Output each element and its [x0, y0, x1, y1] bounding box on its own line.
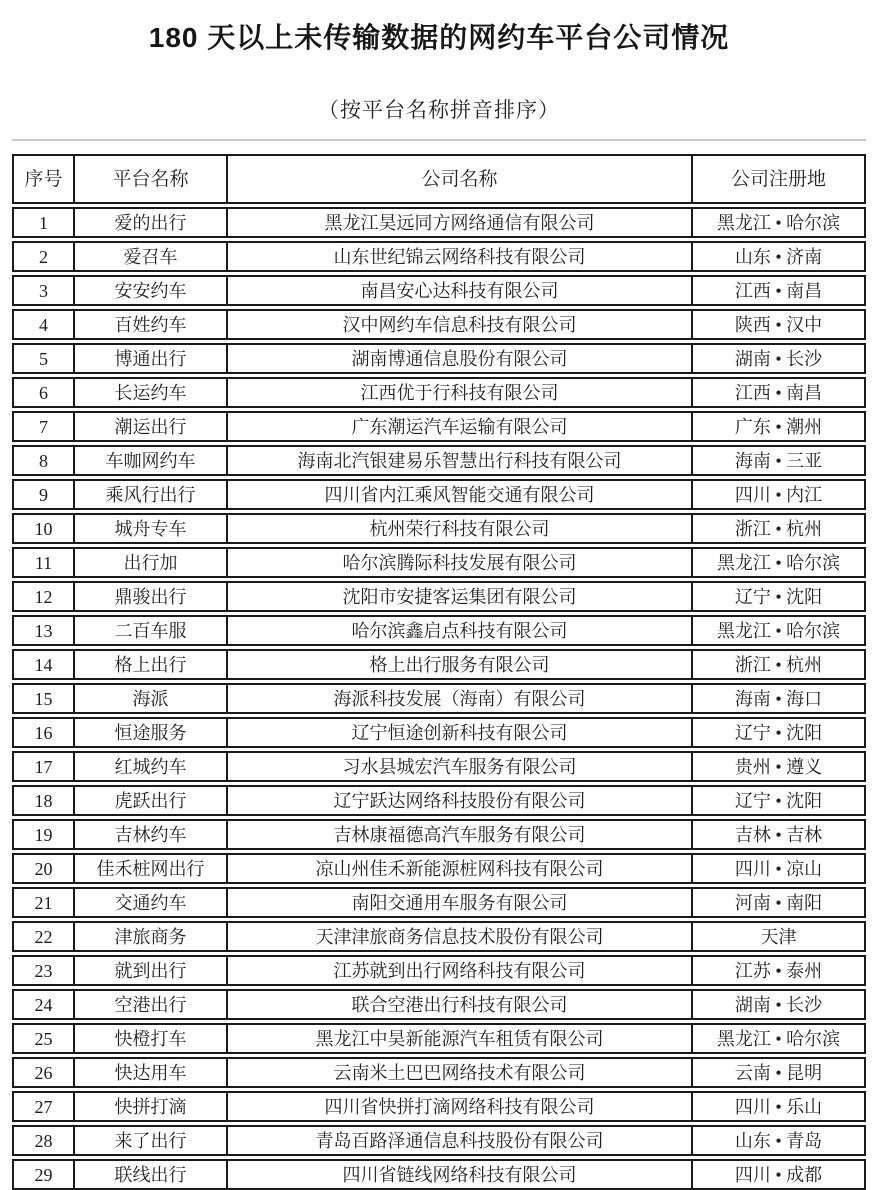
table-row	[12, 1159, 866, 1190]
table-row	[12, 955, 866, 986]
cell-registration-location: 辽宁 • 沈阳	[734, 790, 823, 811]
cell-platform-name: 爱召车	[75, 243, 228, 270]
table-row	[12, 445, 866, 476]
cell-registration-location: 江西 • 南昌	[734, 382, 823, 403]
cell-company-name: 辽宁跃达网络科技股份有限公司	[228, 787, 693, 814]
table-row	[12, 921, 866, 952]
cell-registration-location: 广东 • 潮州	[734, 416, 823, 437]
cell-index: 16	[14, 719, 75, 746]
cell-registration-location: 四川 • 凉山	[734, 858, 823, 879]
cell-company-name: 杭州荣行科技有限公司	[228, 515, 693, 542]
table-row	[12, 513, 866, 544]
cell-registration-location: 天津	[760, 926, 797, 947]
table-header-row	[12, 154, 866, 204]
cell-registration-location: 云南 • 昆明	[734, 1062, 823, 1083]
table-row	[12, 343, 866, 374]
cell-platform-name: 吉林约车	[75, 821, 228, 848]
cell-platform-name: 百姓约车	[75, 311, 228, 338]
cell-index: 15	[14, 685, 75, 712]
cell-index: 6	[14, 379, 75, 406]
cell-index: 2	[14, 243, 75, 270]
cell-index: 9	[14, 481, 75, 508]
cell-company-name: 江西优于行科技有限公司	[228, 379, 693, 406]
cell-company-name: 凉山州佳禾新能源桩网科技有限公司	[228, 855, 693, 882]
platform-companies-table	[12, 154, 866, 1190]
cell-platform-name: 鼎骏出行	[75, 583, 228, 610]
table-row	[12, 207, 866, 238]
cell-index: 23	[14, 957, 75, 984]
cell-platform-name: 空港出行	[75, 991, 228, 1018]
cell-platform-name: 快拼打滴	[75, 1093, 228, 1120]
cell-company-name: 格上出行服务有限公司	[228, 651, 693, 678]
table-row	[12, 547, 866, 578]
cell-registration-location: 黑龙江 • 哈尔滨	[716, 1028, 841, 1049]
cell-index: 18	[14, 787, 75, 814]
cell-registration-location: 黑龙江 • 哈尔滨	[716, 620, 841, 641]
cell-index: 7	[14, 413, 75, 440]
cell-company-name: 辽宁恒途创新科技有限公司	[228, 719, 693, 746]
table-row	[12, 1091, 866, 1122]
table-row	[12, 649, 866, 680]
cell-index: 25	[14, 1025, 75, 1052]
table-row	[12, 785, 866, 816]
cell-registration-location: 四川 • 成都	[734, 1164, 823, 1185]
cell-platform-name: 二百车服	[75, 617, 228, 644]
cell-platform-name: 博通出行	[75, 345, 228, 372]
cell-registration-location: 辽宁 • 沈阳	[734, 586, 823, 607]
cell-company-name: 黑龙江中昊新能源汽车租赁有限公司	[228, 1025, 693, 1052]
cell-index: 29	[14, 1161, 75, 1188]
table-body	[12, 207, 866, 1190]
cell-registration-location: 河南 • 南阳	[734, 892, 823, 913]
cell-company-name: 江苏就到出行网络科技有限公司	[228, 957, 693, 984]
table-row	[12, 615, 866, 646]
cell-company-name: 习水县城宏汽车服务有限公司	[228, 753, 693, 780]
cell-registration-location: 江西 • 南昌	[734, 280, 823, 301]
cell-company-name: 联合空港出行科技有限公司	[228, 991, 693, 1018]
table-row	[12, 377, 866, 408]
table-row	[12, 1125, 866, 1156]
cell-company-name: 四川省快拼打滴网络科技有限公司	[228, 1093, 693, 1120]
cell-platform-name: 来了出行	[75, 1127, 228, 1154]
table-row	[12, 853, 866, 884]
cell-index: 12	[14, 583, 75, 610]
table-row	[12, 479, 866, 510]
cell-index: 11	[14, 549, 75, 576]
cell-index: 3	[14, 277, 75, 304]
cell-registration-location: 山东 • 济南	[734, 246, 823, 267]
cell-platform-name: 快橙打车	[75, 1025, 228, 1052]
cell-platform-name: 联线出行	[75, 1161, 228, 1188]
cell-index: 26	[14, 1059, 75, 1086]
table-row	[12, 1023, 866, 1054]
cell-registration-location: 江苏 • 泰州	[734, 960, 823, 981]
cell-platform-name: 潮运出行	[75, 413, 228, 440]
cell-company-name: 青岛百路泽通信息科技股份有限公司	[228, 1127, 693, 1154]
cell-registration-location: 湖南 • 长沙	[734, 348, 823, 369]
cell-company-name: 四川省内江乘风智能交通有限公司	[228, 481, 693, 508]
table-row	[12, 887, 866, 918]
cell-index: 13	[14, 617, 75, 644]
cell-index: 1	[14, 209, 75, 236]
cell-registration-location: 山东 • 青岛	[734, 1130, 823, 1151]
cell-platform-name: 长运约车	[75, 379, 228, 406]
cell-index: 21	[14, 889, 75, 916]
cell-platform-name: 红城约车	[75, 753, 228, 780]
cell-company-name: 山东世纪锦云网络科技有限公司	[228, 243, 693, 270]
table-row	[12, 1057, 866, 1088]
table-row	[12, 411, 866, 442]
cell-platform-name: 海派	[75, 685, 228, 712]
cell-platform-name: 城舟专车	[75, 515, 228, 542]
cell-registration-location: 海南 • 海口	[734, 688, 823, 709]
table-row	[12, 751, 866, 782]
cell-platform-name: 津旅商务	[75, 923, 228, 950]
cell-registration-location: 浙江 • 杭州	[734, 654, 823, 675]
cell-index: 24	[14, 991, 75, 1018]
cell-company-name: 南阳交通用车服务有限公司	[228, 889, 693, 916]
cell-index: 10	[14, 515, 75, 542]
cell-company-name: 海派科技发展（海南）有限公司	[228, 685, 693, 712]
cell-company-name: 四川省链线网络科技有限公司	[228, 1161, 693, 1188]
header-cell-registration-location: 公司注册地	[730, 168, 826, 190]
cell-company-name: 湖南博通信息股份有限公司	[228, 345, 693, 372]
cell-index: 19	[14, 821, 75, 848]
cell-company-name: 南昌安心达科技有限公司	[228, 277, 693, 304]
cell-platform-name: 就到出行	[75, 957, 228, 984]
cell-registration-location: 黑龙江 • 哈尔滨	[716, 212, 841, 233]
cell-company-name: 海南北汽银建易乐智慧出行科技有限公司	[228, 447, 693, 474]
table-row	[12, 989, 866, 1020]
table-row	[12, 275, 866, 306]
cell-index: 17	[14, 753, 75, 780]
cell-company-name: 黑龙江昊远同方网络通信有限公司	[228, 209, 693, 236]
cell-company-name: 哈尔滨鑫启点科技有限公司	[228, 617, 693, 644]
cell-company-name: 吉林康福德高汽车服务有限公司	[228, 821, 693, 848]
table-row	[12, 581, 866, 612]
cell-index: 8	[14, 447, 75, 474]
table-row	[12, 717, 866, 748]
cell-index: 22	[14, 923, 75, 950]
cell-index: 14	[14, 651, 75, 678]
header-cell-company-name: 公司名称	[228, 156, 693, 202]
table-row	[12, 241, 866, 272]
cell-registration-location: 陕西 • 汉中	[734, 314, 823, 335]
table-row	[12, 819, 866, 850]
cell-index: 5	[14, 345, 75, 372]
cell-index: 28	[14, 1127, 75, 1154]
cell-registration-location: 浙江 • 杭州	[734, 518, 823, 539]
document-subtitle: （按平台名称拼音排序）	[318, 98, 560, 122]
table-row	[12, 309, 866, 340]
cell-company-name: 汉中网约车信息科技有限公司	[228, 311, 693, 338]
cell-company-name: 沈阳市安捷客运集团有限公司	[228, 583, 693, 610]
cell-registration-location: 吉林 • 吉林	[734, 824, 823, 845]
cell-registration-location: 辽宁 • 沈阳	[734, 722, 823, 743]
cell-platform-name: 出行加	[75, 549, 228, 576]
header-cell-index: 序号	[14, 156, 75, 202]
cell-platform-name: 快达用车	[75, 1059, 228, 1086]
cell-registration-location: 四川 • 内江	[734, 484, 823, 505]
cell-platform-name: 安安约车	[75, 277, 228, 304]
cell-platform-name: 虎跃出行	[75, 787, 228, 814]
cell-platform-name: 格上出行	[75, 651, 228, 678]
cell-registration-location: 贵州 • 遵义	[734, 756, 823, 777]
cell-platform-name: 爱的出行	[75, 209, 228, 236]
cell-platform-name: 车咖网约车	[75, 447, 228, 474]
header-cell-platform-name: 平台名称	[75, 156, 228, 202]
document-title: 180 天以上未传输数据的网约车平台公司情况	[148, 22, 730, 53]
cell-company-name: 哈尔滨腾际科技发展有限公司	[228, 549, 693, 576]
table-row	[12, 683, 866, 714]
cell-index: 27	[14, 1093, 75, 1120]
cell-company-name: 云南米土巴巴网络技术有限公司	[228, 1059, 693, 1086]
cell-platform-name: 恒途服务	[75, 719, 228, 746]
cell-index: 20	[14, 855, 75, 882]
cell-platform-name: 佳禾桩网出行	[75, 855, 228, 882]
cell-registration-location: 四川 • 乐山	[734, 1096, 823, 1117]
cell-platform-name: 交通约车	[75, 889, 228, 916]
cell-company-name: 天津津旅商务信息技术股份有限公司	[228, 923, 693, 950]
cell-platform-name: 乘风行出行	[75, 481, 228, 508]
cell-index: 4	[14, 311, 75, 338]
cell-registration-location: 湖南 • 长沙	[734, 994, 823, 1015]
cell-registration-location: 黑龙江 • 哈尔滨	[716, 552, 841, 573]
cell-registration-location: 海南 • 三亚	[734, 450, 823, 471]
cell-company-name: 广东潮运汽车运输有限公司	[228, 413, 693, 440]
faint-horizontal-rule	[12, 139, 866, 141]
